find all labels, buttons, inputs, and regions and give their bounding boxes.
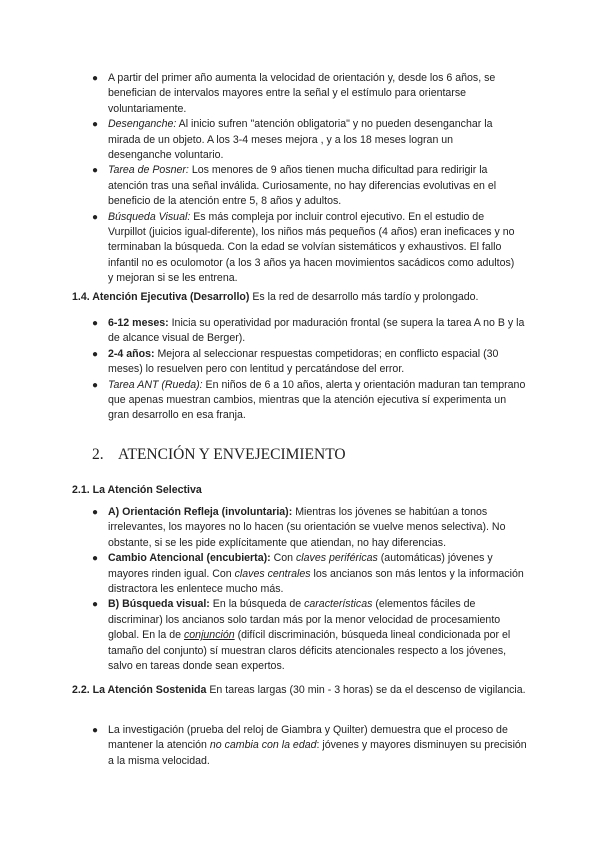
list-item-term: Tarea ANT (Rueda):	[108, 378, 203, 391]
list-item-emphasis: claves periféricas	[295, 552, 378, 565]
list-item	[91, 347, 528, 378]
chapter-number: 2.	[92, 446, 104, 463]
bullet-icon: ●	[91, 73, 99, 84]
list-item-text: Es más compleja por incluir control ejecutivo. En el estudio de Vurpillot (juicios igual-diferente), los niños más pequeños (4 años) eran ineficaces y no terminaban la búsqueda. Con la edad se volvían sistemáticos y exhaustivos. El fallo infantil no es oculomotor (a los 3 años ya hacen movimientos sacádicos como adultos) y mejoran si se les entrena.	[108, 210, 515, 285]
bullet-icon: ●	[91, 379, 99, 391]
list-item-text: (automáticas) jóvenes y mayores rinden igual. Con	[108, 552, 493, 580]
list-item-text: Mejora al seleccionar respuestas competidoras; en conflicto espacial (30 meses) lo resuelven pero con lentitud y percatándose del error.	[108, 347, 499, 376]
section-heading: 1.4. Atención Ejecutiva (Desarrollo)	[72, 291, 250, 303]
bullet-icon: ●	[91, 318, 99, 329]
list-item	[91, 71, 518, 117]
list-item-term: Desenganche:	[108, 118, 177, 131]
list-item-text: Los menores de 9 años tienen mucha dificultad para redirigir la atención tras una señal inválida. Curiosamente, no hay diferencias evolutivas en el beneficio de la atención entre 5, 8 años y adultos.	[108, 164, 497, 208]
list-item	[91, 597, 528, 674]
list-item-text: La investigación (prueba del reloj de Giambra y Quilter) demuestra que el proceso de mantener la atención	[108, 724, 508, 752]
list-item	[91, 378, 528, 424]
section-heading: 2.2. La Atención Sostenida	[72, 684, 207, 696]
list-item-emphasis: características	[304, 598, 373, 611]
section-1-4-paragraph	[72, 290, 534, 305]
list-item-text: Con	[270, 552, 296, 565]
list-item-text: A partir del primer año aumenta la velocidad de orientación y, desde los 6 años, se benefician de intervalos mayores entre la señal y el estímulo para orientarse voluntariamente.	[108, 72, 496, 115]
list-item	[91, 316, 528, 347]
list-item	[91, 551, 528, 597]
bullet-icon: ●	[91, 599, 99, 611]
list-item	[91, 163, 518, 209]
section-text: Es la red de desarrollo más tardío y prolongado.	[249, 291, 479, 303]
selective-attention-list	[91, 505, 528, 674]
bullet-icon: ●	[91, 119, 99, 131]
list-item-term: 6-12 meses:	[108, 317, 169, 329]
list-item-text: Mientras los jóvenes se habitúan a tonos irrelevantes, los mayores no lo hacen (su orientación se vuelve menos selectiva). No obstante, si se les pide explícitamente que atiendan, no hay diferencias.	[108, 506, 506, 549]
list-item-text: (difícil discriminación, búsqueda lineal condicionada por el tamaño del conjunto) sí muestran claros déficits atencionales respecto a los jóvenes, salvo en tareas donde sean expertos.	[108, 629, 511, 673]
bullet-icon: ●	[91, 553, 99, 565]
bullet-icon: ●	[91, 211, 99, 223]
list-item-text: Al inicio sufren "atención obligatoria" y no pueden desenganchar la mirada de un objeto. A los 3-4 meses mejora , y a los 18 meses logran un desenganche voluntario.	[108, 118, 493, 162]
chapter-title: ATENCIÓN Y ENVEJECIMIENTO	[118, 446, 346, 463]
list-item-text: Inicia su operatividad por maduración frontal (se supera la tarea A no B y la de alcance visual de Berger).	[108, 317, 525, 345]
list-item-term: B) Búsqueda visual:	[108, 598, 210, 611]
bullet-icon: ●	[91, 725, 99, 736]
list-item-text: los ancianos son más lentos y la información distractora les enlentece mucho más.	[108, 567, 524, 596]
list-item-emphasis: no cambia con la edad	[209, 739, 317, 752]
bullet-icon: ●	[91, 507, 99, 518]
list-item-text: : jóvenes y mayores disminuyen su precisión a la misma velocidad.	[108, 739, 527, 767]
list-item	[91, 723, 533, 769]
list-item-term: A) Orientación Refleja (involuntaria):	[108, 506, 293, 518]
list-item-term: 2-4 años:	[108, 347, 155, 360]
list-item-term: Tarea de Posner:	[108, 164, 189, 177]
list-item-term: Búsqueda Visual:	[108, 210, 191, 223]
executive-attention-list	[91, 316, 528, 424]
bullet-icon: ●	[91, 165, 99, 177]
sustained-attention-list	[91, 723, 533, 769]
list-item	[91, 117, 518, 163]
section-2-1-heading: 2.1. La Atención Selectiva	[72, 484, 202, 496]
section-2-2-paragraph	[72, 683, 534, 698]
section-text: En tareas largas (30 min - 3 horas) se da el descenso de vigilancia.	[206, 684, 526, 696]
list-item	[91, 505, 528, 551]
list-item-text: (elementos fáciles de discriminar) los ancianos solo tardan más por la menor velocidad de procesamiento global. En la de	[108, 598, 501, 642]
bullet-icon: ●	[91, 348, 99, 360]
list-item-text: En niños de 6 a 10 años, alerta y orientación maduran tan temprano que apenas muestran cambios, mientras que la atención ejecutiva sí experimenta un gran desarrollo en esa franja.	[108, 378, 526, 422]
list-item-text: En la búsqueda de	[209, 598, 305, 611]
chapter-heading	[92, 446, 346, 464]
list-item-term: Cambio Atencional (encubierta):	[108, 552, 271, 565]
list-item	[91, 210, 518, 287]
list-item-emphasis: claves centrales	[234, 567, 311, 580]
list-item-emphasis: conjunción	[183, 629, 235, 642]
development-bullet-list	[91, 71, 518, 287]
